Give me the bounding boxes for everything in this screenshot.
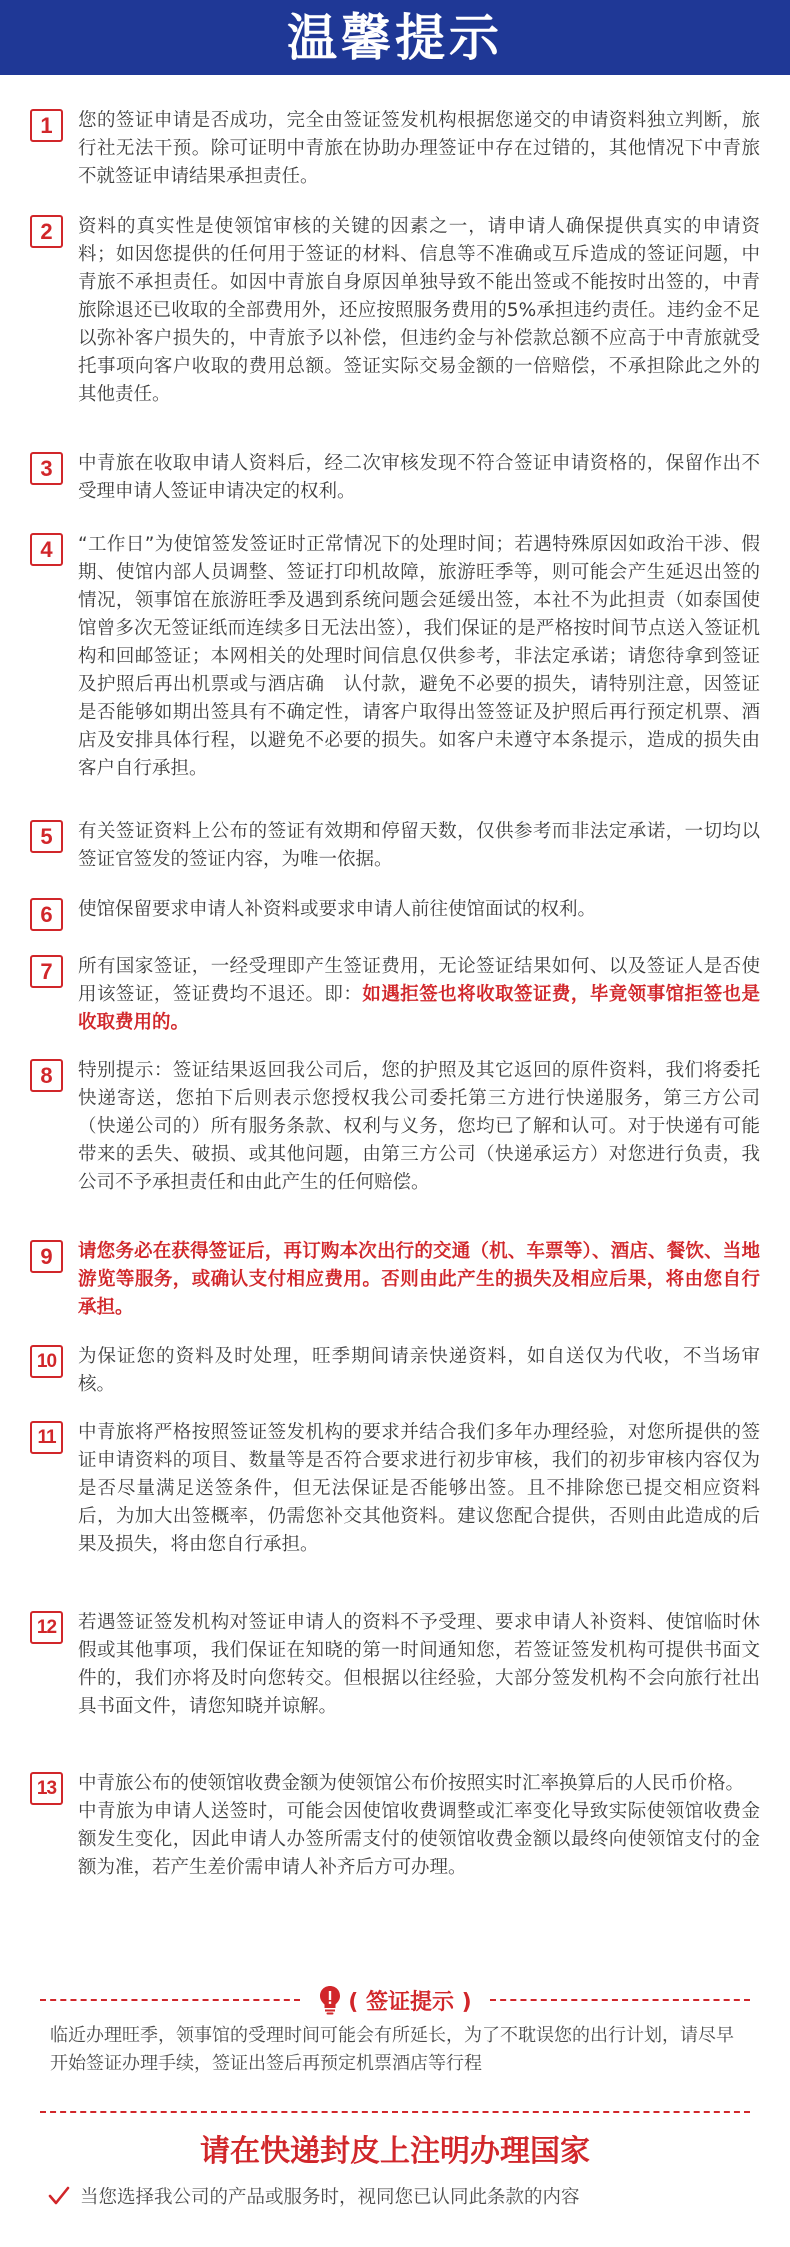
item-number-badge: 8 [30, 1059, 63, 1092]
notice-text-highlight: 如遇拒签也将收取签证费，毕竟领事馆拒签也是收取费用的。 [78, 984, 760, 1033]
agreement-text: 当您选择我公司的产品或服务时，视同您已认同此条款的内容 [80, 2187, 580, 2208]
visa-tip-heading [305, 1983, 485, 2017]
item-number-badge: 1 [30, 109, 63, 142]
notice-text [78, 1770, 760, 1882]
notice-text-normal: 所有国家签证，一经受理即产生签证费用，无论签证结果如何、以及签证人是否使用该签证，签证费均不退还。即： [78, 956, 760, 1005]
checkmark-icon [48, 2185, 70, 2207]
item-number-badge: 13 [30, 1772, 63, 1805]
page-title: 温馨提示 [287, 8, 503, 67]
item-number-badge: 10 [30, 1345, 63, 1378]
notice-text [78, 953, 760, 1037]
agreement-note [48, 2183, 768, 2209]
notice-item-1 [30, 107, 760, 191]
notice-item-9 [30, 1238, 760, 1322]
notice-item-13 [30, 1770, 760, 1882]
notice-item-6 [30, 896, 760, 931]
notice-item-10 [30, 1343, 760, 1399]
notice-text: 中青旅将严格按照签证签发机构的要求并结合我们多年办理经验，对您所提供的签证申请资料的项目、数量等是否符合要求进行初步审核，我们的初步审核内容仅为是否尽量满足送签条件，但无法保证是否能够出签。且不排除您已提交相应资料后，为加大出签概率，仍需您补交其他资料。建议您配合提供，否则由此造成的后果及损失，将由您自行承担。 [78, 1422, 760, 1555]
item-number-badge: 7 [30, 955, 63, 988]
header-banner [0, 0, 790, 75]
notice-text-highlight: 请您务必在获得签证后，再订购本次出行的交通（机、车票等）、酒店、餐饮、当地游览等服务，或确认支付相应费用。否则由此产生的损失及相应后果，将由您自行承担。 [78, 1241, 760, 1318]
notice-text: 中青旅在收取申请人资料后，经二次审核发现不符合签证申请资格的，保留作出不受理申请人签证申请决定的权利。 [78, 453, 760, 502]
notice-text: 为保证您的资料及时处理，旺季期间请亲快递资料，如自送仅为代收，不当场审核。 [78, 1346, 760, 1395]
notice-item-3 [30, 450, 760, 506]
notice-text: 特别提示：签证结果返回我公司后，您的护照及其它返回的原件资料，我们将委托快递寄送，您拍下后则表示您授权我公司委托第三方进行快递服务，第三方公司（快递公司的）所有服务条款、权利与义务，您均已了解和认可。对于快递有可能带来的丢失、破损、或其他问题，由第三方公司（快递承运方）对您进行负责，我公司不予承担责任和由此产生的任何赔偿。 [78, 1060, 760, 1193]
notice-text-paragraph: 中青旅为申请人送签时，可能会因使馆收费调整或汇率变化导致实际使领馆收费金额发生变化，因此申请人办签所需支付的使领馆收费金额以最终向使领馆支付的金额为准，若产生差价需申请人补齐后方可办理。 [78, 1801, 760, 1878]
item-number-badge: 6 [30, 898, 63, 931]
item-number-badge: 9 [30, 1240, 63, 1273]
notice-item-8 [30, 1057, 760, 1197]
visa-tip-body: 临近办理旺季，领事馆的受理时间可能会有所延长，为了不耽误您的出行计划，请尽早开始签证办理手续，签证出签后再预定机票酒店等行程 [50, 2025, 734, 2074]
notice-text: “工作日”为使馆签发签证时正常情况下的处理时间；若遇特殊原因如政治干涉、假期、使馆内部人员调整、签证打印机故障，旅游旺季等，则可能会产生延迟出签的情况，领事馆在旅游旺季及遇到系统问题会延缓出签，本社不为此担责（如泰国使馆曾多次无签证纸而连续多日无法出签），我们保证的是严格按时间节点送入签证机构和回邮签证；本网相关的处理时间信息仅供参考，非法定承诺；请您待拿到签证及护照后再出机票或与酒店确 认付款，避免不必要的损失，请特别注意，因签证是否能够如期出签具有不确定性，请客户取得出签签证及护照后再行预定机票、酒店及安排具体行程，以避免不必要的损失。如客户未遵守本条提示，造成的损失由客户自行承担。 [78, 534, 760, 779]
item-number-badge: 5 [30, 820, 63, 853]
visa-tip-title: ( 签证提示 ) [348, 1989, 472, 2015]
divider-right [490, 1999, 750, 2001]
notice-text-paragraph: 中青旅公布的使领馆收费金额为使领馆公布价按照实时汇率换算后的人民币价格。 [78, 1773, 745, 1794]
notice-item-4 [30, 531, 760, 783]
express-note-title: 请在快递封皮上注明办理国家 [200, 2134, 590, 2169]
notice-item-7 [30, 953, 760, 1037]
section-divider [40, 2111, 750, 2113]
lightbulb-icon [318, 1985, 342, 2015]
notice-item-12 [30, 1609, 760, 1721]
notice-text: 若遇签证签发机构对签证申请人的资料不予受理、要求申请人补资料、使馆临时休假或其他事项，我们保证在知晓的第一时间通知您，若签证签发机构可提供书面文件的，我们亦将及时向您转交。但根据以往经验，大部分签发机构不会向旅行社出具书面文件，请您知晓并谅解。 [78, 1612, 760, 1717]
divider-left [40, 1999, 300, 2001]
notice-item-5 [30, 818, 760, 874]
notice-item-2 [30, 213, 760, 409]
notice-text: 您的签证申请是否成功，完全由签证签发机构根据您递交的申请资料独立判断，旅行社无法干预。除可证明中青旅在协助办理签证中存在过错的，其他情况下中青旅不就签证申请结果承担责任。 [78, 110, 760, 187]
item-number-badge: 11 [30, 1421, 63, 1454]
item-number-badge: 12 [30, 1611, 63, 1644]
notice-item-11 [30, 1419, 760, 1559]
item-number-badge: 3 [30, 452, 63, 485]
item-number-badge: 2 [30, 215, 63, 248]
notice-text: 使馆保留要求申请人补资料或要求申请人前往使馆面试的权利。 [78, 899, 597, 920]
item-number-badge: 4 [30, 533, 63, 566]
notice-text: 资料的真实性是使领馆审核的关键的因素之一，请申请人确保提供真实的申请资料；如因您提供的任何用于签证的材料、信息等不准确或互斥造成的签证问题，中青旅不承担责任。如因中青旅自身原因单独导致不能出签或不能按时出签的，中青旅除退还已收取的全部费用外，还应按照服务费用的5%承担违约责任。违约金不足以弥补客户损失的，中青旅予以补偿，但违约金与补偿款总额不应高于中青旅就受托事项向客户收取的费用总额。签证实际交易金额的一倍赔偿，不承担除此之外的其他责任。 [78, 216, 760, 405]
notice-text: 有关签证资料上公布的签证有效期和停留天数，仅供参考而非法定承诺，一切均以签证官签发的签证内容，为唯一依据。 [78, 821, 760, 870]
